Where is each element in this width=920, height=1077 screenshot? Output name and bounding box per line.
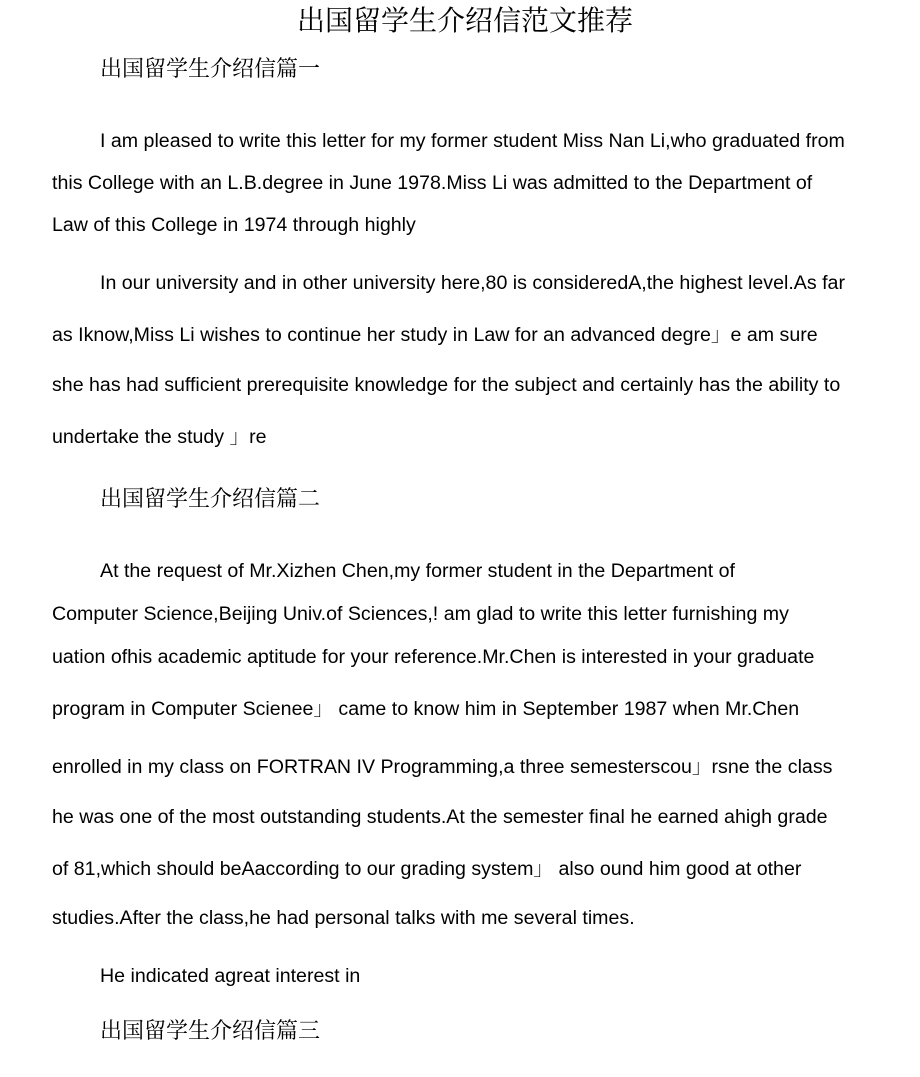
section1-para1-line1: I am pleased to write this letter for my former student Miss Nan Li,who graduated from <box>100 130 845 152</box>
section2-para1-line1: At the request of Mr.Xizhen Chen,my former student in the Department of <box>100 560 735 582</box>
section2-para1-line4: program in Computer Scienee」 came to know him in September 1987 when Mr.Chen <box>52 698 800 720</box>
section1-para2-line4: undertake the study 」re <box>52 426 267 448</box>
section-heading-1: 出国留学生介绍信篇一 <box>100 57 321 82</box>
section-heading-3: 出国留学生介绍信篇三 <box>100 1019 321 1044</box>
section2-para1-line6: he was one of the most outstanding students.At the semester final he earned ahigh grade <box>52 806 828 828</box>
section2-para1-line8: studies.After the class,he had personal talks with me several times. <box>52 907 635 929</box>
section1-para2-line3: she has had sufficient prerequisite knowledge for the subject and certainly has the ability to <box>52 374 841 396</box>
section1-para1-line2: this College with an L.B.degree in June 1978.Miss Li was admitted to the Department of <box>52 172 813 194</box>
document-title: 出国留学生介绍信范文推荐 <box>296 4 633 37</box>
section2-para1-line2: Computer Science,Beijing Univ.of Sciences,! am glad to write this letter furnishing my <box>52 603 789 625</box>
section1-para2-line2: as Iknow,Miss Li wishes to continue her study in Law for an advanced degre」e am sure <box>52 324 818 346</box>
section1-para2-line1: In our university and in other university here,80 is consideredA,the highest level.As far <box>100 272 845 294</box>
section-heading-2: 出国留学生介绍信篇二 <box>100 487 321 512</box>
section1-para1-line3: Law of this College in 1974 through highly <box>52 214 416 236</box>
section2-para2-line1: He indicated agreat interest in <box>100 965 361 987</box>
section2-para1-line3: uation ofhis academic aptitude for your reference.Mr.Chen is interested in your graduate <box>52 646 815 668</box>
section2-para1-line5: enrolled in my class on FORTRAN IV Programming,a three semesterscou」rsne the class <box>52 756 833 778</box>
section2-para1-line7: of 81,which should beAaccording to our grading system」 also ound him good at other <box>52 858 802 880</box>
